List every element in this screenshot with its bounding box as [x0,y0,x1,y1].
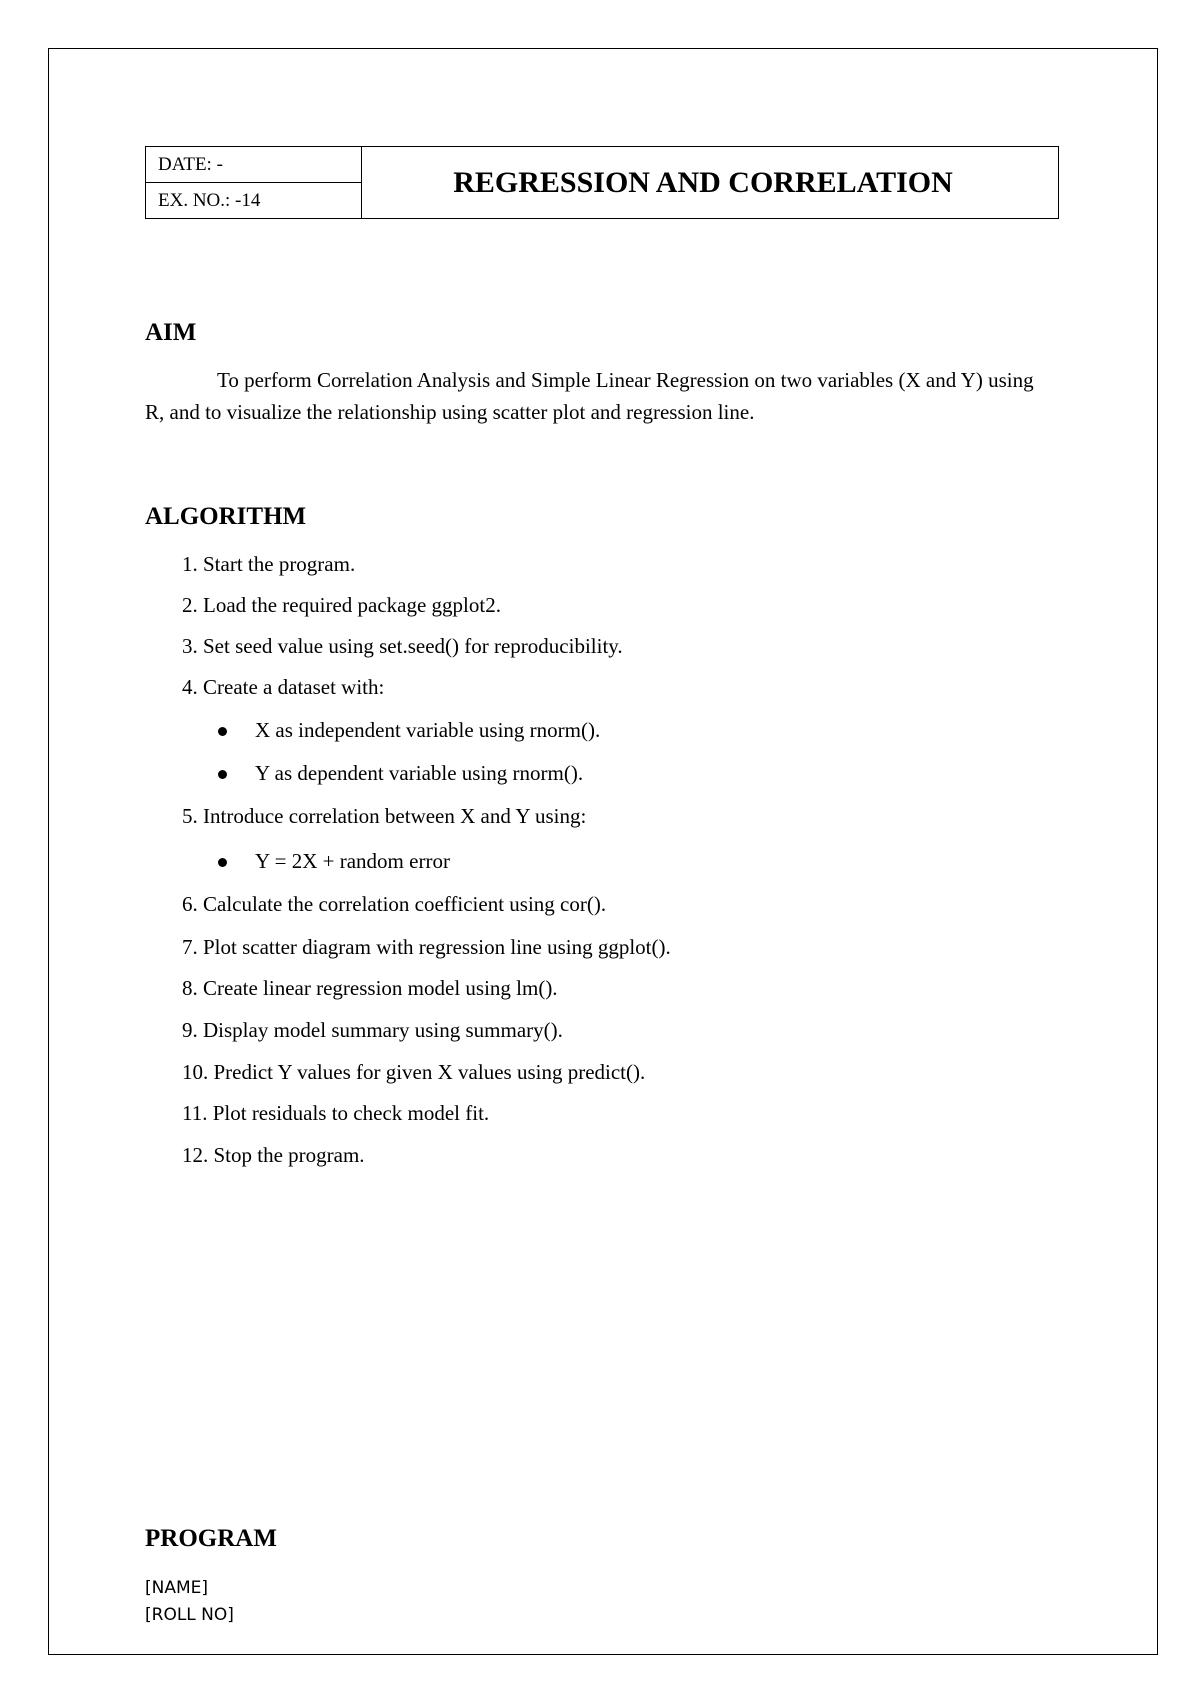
algorithm-step: 5. Introduce correlation between X and Y using: [182,804,587,828]
algorithm-step: 3. Set seed value using set.seed() for reproducibility. [182,634,623,658]
exercise-number-label: EX. NO.: -14 [146,182,361,218]
algorithm-step: 11. Plot residuals to check model fit. [182,1101,490,1125]
algorithm-bullet [255,761,583,786]
algorithm-step: 1. Start the program. [182,552,356,576]
roll-number-placeholder: [ROLL NO] [145,1605,234,1625]
algorithm-step: 7. Plot scatter diagram with regression line using ggplot(). [182,935,671,959]
algorithm-step: 8. Create linear regression model using lm(). [182,976,558,1000]
algorithm-step: 6. Calculate the correlation coefficient using cor(). [182,892,607,916]
page-border [48,48,1158,1655]
document-title: REGRESSION AND CORRELATION [453,165,953,199]
bullet-icon [218,727,227,736]
bullet-icon [218,770,227,779]
bullet-icon [218,858,227,867]
bullet-text: X as independent variable using rnorm(). [255,718,601,742]
header-left-column [146,147,362,218]
algorithm-step: 10. Predict Y values for given X values using predict(). [182,1060,646,1084]
algorithm-step: 12. Stop the program. [182,1143,365,1167]
algorithm-step: 4. Create a dataset with: [182,675,385,699]
name-placeholder: [NAME] [145,1578,209,1598]
algorithm-bullet [255,849,450,874]
program-heading: PROGRAM [145,1525,277,1552]
date-label: DATE: - [158,153,223,175]
bullet-text: Y = 2X + random error [255,849,450,873]
algorithm-heading: ALGORITHM [145,503,307,530]
aim-heading: AIM [145,319,197,346]
algorithm-step: 9. Display model summary using summary(). [182,1018,563,1042]
algorithm-bullet [255,718,600,743]
header-table [145,146,1059,219]
aim-text: To perform Correlation Analysis and Simple Linear Regression on two variables (X and Y) using R, and to visualize the relationship using scatter plot and regression line. [145,368,1034,424]
algorithm-step: 2. Load the required package ggplot2. [182,593,501,617]
bullet-text: Y as dependent variable using rnorm(). [255,761,584,785]
